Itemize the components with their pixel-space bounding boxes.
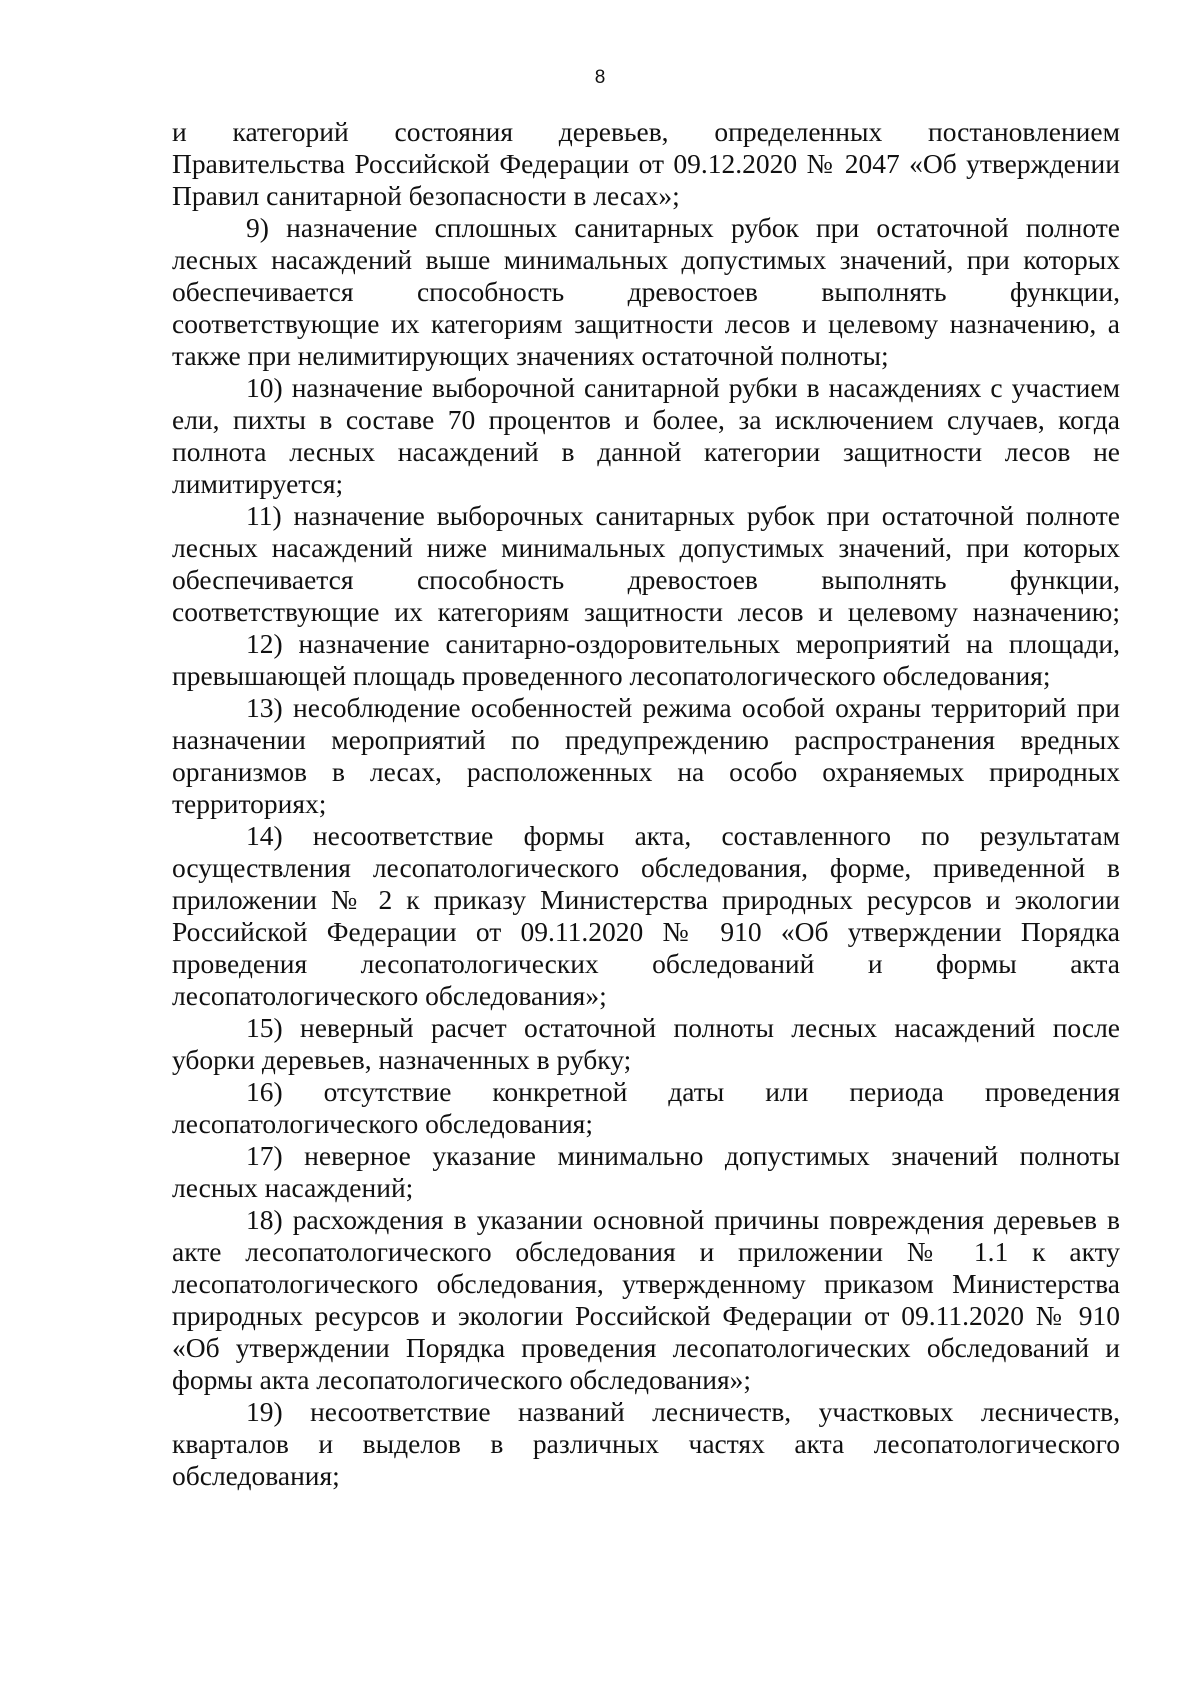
text-line: лесных насаждений ниже минимальных допустимых значений, при которых [172, 532, 1120, 563]
text-line: Российской Федерации от 09.11.2020 № 910 «Об утверждении Порядка [172, 916, 1120, 947]
text-line: обеспечивается способность древостоев выполнять функции, [172, 564, 1120, 595]
text-line: лимитируется; [172, 468, 344, 499]
paragraph-first-line: 13) несоблюдение особенностей режима особой охраны территорий при [246, 692, 1120, 723]
paragraph-first-line: 18) расхождения в указании основной причины повреждения деревьев в [246, 1204, 1120, 1235]
text-line: лесопатологического обследования, утвержденному приказом Министерства [172, 1268, 1120, 1299]
text-line: лесопатологического обследования»; [172, 980, 607, 1011]
paragraph-first-line: 16) отсутствие конкретной даты или периода проведения [246, 1076, 1120, 1107]
text-line: Правительства Российской Федерации от 09.12.2020 № 2047 «Об утверждении [172, 148, 1120, 179]
text-line: лесных насаждений; [172, 1172, 414, 1203]
text-line: полнота лесных насаждений в данной категории защитности лесов не [172, 436, 1120, 467]
paragraph-first-line: 11) назначение выборочных санитарных рубок при остаточной полноте [246, 500, 1120, 531]
text-line: территориях; [172, 788, 327, 819]
page-number: 8 [594, 67, 606, 88]
text-line: Правил санитарной безопасности в лесах»; [172, 180, 680, 211]
text-line: природных ресурсов и экологии Российской Федерации от 09.11.2020 № 910 [172, 1300, 1120, 1331]
paragraph-first-line: 14) несоответствие формы акта, составленного по результатам [246, 820, 1120, 851]
text-line: формы акта лесопатологического обследования»; [172, 1364, 752, 1395]
text-line: уборки деревьев, назначенных в рубку; [172, 1044, 632, 1075]
text-line: приложении № 2 к приказу Министерства природных ресурсов и экологии [172, 884, 1120, 915]
paragraph-first-line: 10) назначение выборочной санитарной рубки в насаждениях с участием [246, 372, 1120, 403]
paragraph-first-line: 19) несоответствие названий лесничеств, участковых лесничеств, [246, 1396, 1120, 1427]
text-line: ели, пихты в составе 70 процентов и более, за исключением случаев, когда [172, 404, 1120, 435]
text-line: превышающей площадь проведенного лесопатологического обследования; [172, 660, 1051, 691]
text-line: соответствующие их категориям защитности лесов и целевому назначению; [172, 596, 1120, 627]
text-line: «Об утверждении Порядка проведения лесопатологических обследований и [172, 1332, 1120, 1363]
text-line: обследования; [172, 1460, 340, 1491]
text-line: соответствующие их категориям защитности лесов и целевому назначению, а [172, 308, 1120, 339]
text-line: кварталов и выделов в различных частях акта лесопатологического [172, 1428, 1120, 1459]
paragraph-first-line: 15) неверный расчет остаточной полноты лесных насаждений после [246, 1012, 1120, 1043]
document-body [172, 116, 1120, 1492]
text-line: проведения лесопатологических обследований и формы акта [172, 948, 1120, 979]
text-line: обеспечивается способность древостоев выполнять функции, [172, 276, 1120, 307]
text-line: лесопатологического обследования; [172, 1108, 593, 1139]
text-line: лесных насаждений выше минимальных допустимых значений, при которых [172, 244, 1120, 275]
paragraph-first-line: 17) неверное указание минимально допустимых значений полноты [246, 1140, 1120, 1171]
paragraph-first-line: 9) назначение сплошных санитарных рубок при остаточной полноте [246, 212, 1120, 243]
text-line: осуществления лесопатологического обследования, форме, приведенной в [172, 852, 1120, 883]
text-line: также при нелимитирующих значениях остаточной полноты; [172, 340, 889, 371]
text-line: организмов в лесах, расположенных на особо охраняемых природных [172, 756, 1120, 787]
text-line: назначении мероприятий по предупреждению распространения вредных [172, 724, 1120, 755]
paragraph-first-line: 12) назначение санитарно-оздоровительных мероприятий на площади, [246, 628, 1120, 659]
text-line: и категорий состояния деревьев, определенных постановлением [172, 116, 1120, 147]
text-line: акте лесопатологического обследования и приложении № 1.1 к акту [172, 1236, 1120, 1267]
